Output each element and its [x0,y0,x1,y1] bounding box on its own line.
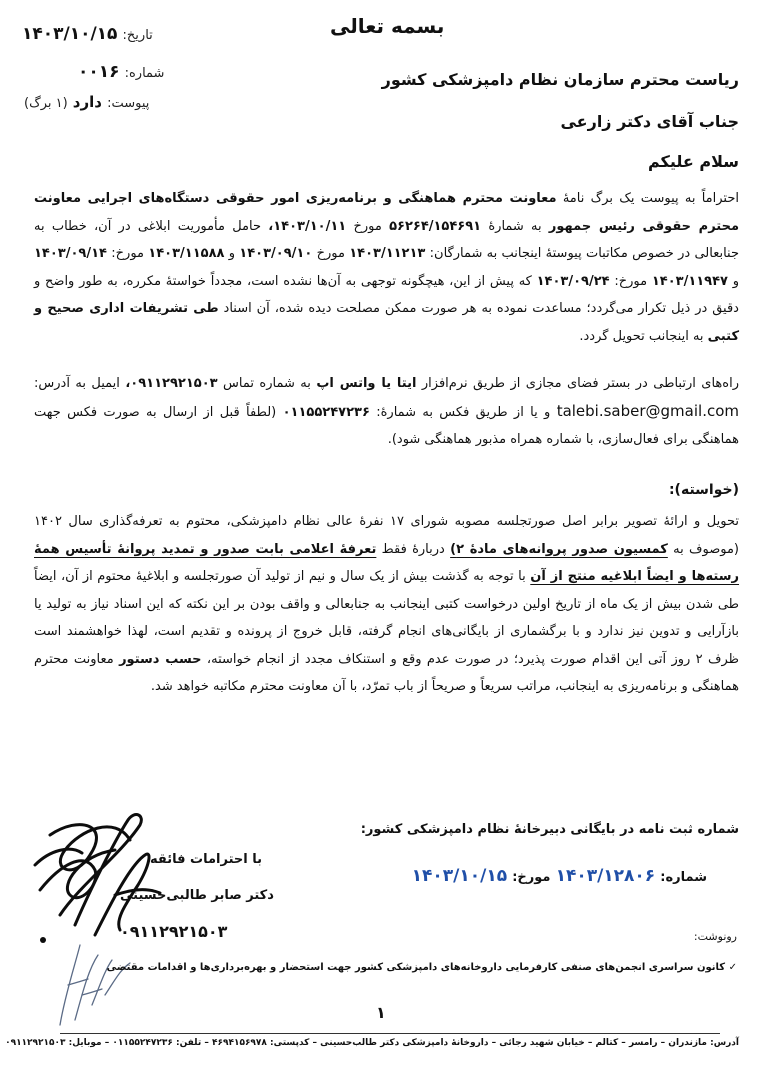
text-run: مورخ [353,218,382,234]
text-run-bold: طی تشریفات اداری صحیح و کتبی [34,301,739,344]
text-run: ایمیل به آدرس: [34,376,120,391]
registry-number-line [412,866,707,886]
text-run: (لطفاً قبل از ارسال به صورت فکس جهت هماهنگی برای فعال‌سازی، با شماره همراه مذبور هماهنگی شود). [34,404,739,447]
registry-title: شماره ثبت نامه در بایگانی دبیرخانهٔ نظام دامپزشکی کشور: [360,822,739,837]
letter-date: ۱۴۰۳/۱۰/۱۱، [268,218,347,234]
text-run: و [732,273,740,289]
email-address: talebi.saber@gmail.com [556,401,740,420]
text-run: با توجه به گذشت بیش از یک سال و نیم از تولید آن صورتجلسه و ابلاغیهٔ محتوم از آن، ایضاً طی شدن بیش از یک ماه از تاریخ اولین درخواست کتبی اینجانب به جنابعالی و واقف بودن بر این نکته که این اسناد نیاز به تولید یا بازآرایی و تدوین نیز ندارد و با برگشماری از بایگانی‌های انجام گرفته، قابل خروج از پرونده و تقدیم است، لهذا خواهشمند است ظرف ۲ روز آتی این اقدام صورت پذیرد؛ در صورت عدم وقع و استنکاف مجدد از انجام خواسته، [34,569,739,667]
greeting: سلام علیکم [647,152,739,171]
paragraph-intro [34,185,739,350]
text-run: مورخ [316,246,345,261]
date-line [22,24,153,44]
mobile-number: ۰۹۱۱۲۹۲۱۵۰۳، [125,376,218,391]
ref-date: ۱۴۰۳/۰۹/۱۰ [239,246,313,261]
attachment-value: دارد [72,93,102,111]
text-run: حامل مأموریت ابلاغی در آن، خطاب به جنابعالی در خصوص مکاتبات پیوستهٔ اینجانب به شمارگان: [34,218,740,261]
paragraph-contact [34,370,739,454]
attachment-label: پیوست: [107,96,150,111]
page-number: ۱ [376,1003,386,1022]
letter-heading: بسمه تعالی [330,14,445,38]
request-title: (خواسته): [668,482,739,498]
number-label: شماره: [124,66,165,81]
text-run: معاونت محترم هماهنگی و برنامه‌ریزی به اینجانب، مراتب سریعاً و صریحاً از باب تمرّد، با آن معاونت محترم مکاتبه خواهد شد. [34,651,739,694]
text-run: به اینجانب تحویل گردد. [579,328,704,344]
text-run-bold: کمسیون صدور پروانه‌های مادهٔ ۲) [450,541,668,557]
text-run: دربارهٔ فقط [381,541,445,557]
signer-name: دکتر صابر طالبی‌حسینی [120,888,274,903]
text-run-bold: معاونت محترم هماهنگی و برنامه‌ریزی امور حقوقی دستگاه‌های اجرایی معاونت محترم حقوقی رئیس جمهور [34,191,740,234]
registry-date-value: ۱۴۰۳/۱۰/۱۵ [411,866,508,886]
paragraph-request [34,508,739,701]
signer-phone: ۰۹۱۱۲۹۲۱۵۰۳ [120,922,228,941]
ref-date: ۱۴۰۳/۰۹/۲۴ [536,273,610,289]
date-value: ۱۴۰۳/۱۰/۱۵ [22,24,118,44]
closing-phrase: با احترامات فائقه [150,852,262,867]
attachment-line [24,92,149,111]
text-run: راه‌های ارتباطی در بستر فضای مجازی از طریق نرم‌افزار [421,376,739,391]
cc-item [107,962,737,973]
app-names: ایتا یا واتس اپ [316,376,417,391]
letter-number: ۵۶۲۶۴/۱۵۴۶۹۱ [389,218,482,234]
addressee-title: ریاست محترم سازمان نظام دامپزشکی کشور [381,70,739,89]
checkmark-icon: ✓ [728,962,737,973]
number-value: ۰۰۱۶ [78,62,120,82]
footer-address: آدرس: مازندران – رامسر – کتالم – خیابان شهید رجائی – داروخانهٔ دامپزشکی دکتر طالب‌حسینی – کدپستی: ۴۶۹۴۱۵۶۹۷۸ – تلفن: ۰۱۱۵۵۲۴۷۲۳۶ – موبایل: ۰۹۱۱۲۹۲۱۵۰۳ [5,1038,739,1048]
ref-number: ۱۴۰۳/۱۱۲۱۳ [349,246,426,261]
ref-number: ۱۴۰۳/۱۱۹۴۷ [651,273,728,289]
ref-date: ۱۴۰۳/۰۹/۱۴ [34,246,107,261]
text-run: و [228,246,236,261]
attachment-count: (۱ برگ) [24,96,68,111]
text-run: مورخ: [111,246,144,261]
text-run: که پیش از این، هیچگونه توجهی به آن‌ها نشده است، مجدداً خواستهٔ مکرره، به طور واضح و دقیق در ذیل تکرار می‌گردد؛ مساعدت نموده به هر صورت ممکن مصلحت دیده شده، آن اسناد [34,273,739,316]
text-run: احتراماً به پیوست یک برگ نامهٔ [562,191,739,206]
fax-number: ۰۱۱۵۵۲۴۷۲۳۶ [282,404,370,420]
text-run: تحویل و ارائهٔ تصویر برابر اصل صورتجلسه مصوبه شورای ۱۷ نفرهٔ عالی نظام دامپزشکی، محتوم به تعرفه‌گذاری سال ۱۴۰۲ (موصوف به [34,514,739,557]
text-run-bold: حسب دستور [119,651,202,667]
text-run: به شمارهٔ [488,218,542,234]
registry-number-value: ۱۴۰۳/۱۲۸۰۶ [555,866,656,886]
text-run: مورخ: [614,273,648,289]
footer-divider [60,1033,720,1034]
cc-label: رونوشت: [693,930,737,943]
registry-number-label: شماره: [660,870,707,885]
number-line [78,62,164,82]
text-run-bold: تعرفهٔ اعلامی بابت صدور و تمدید پروانهٔ تأسیس همهٔ رسته‌ها و ایضاً ابلاغیه منتج از آن [34,541,740,584]
registry-date-label: مورخ: [512,870,551,885]
date-label: تاریخ: [122,28,153,43]
addressee-name: جناب آقای دکتر زارعی [560,112,739,131]
handwritten-signature [20,795,190,1035]
text-run: به شماره تماس [223,376,311,391]
ref-number: ۱۴۰۳/۱۱۵۸۸ [148,246,225,261]
cc-item-text: کانون سراسری انجمن‌های صنفی کارفرمایی داروخانه‌های دامپزشکی کشور جهت استحضار و بهره‌برداری‌ها و اقدامات مقتضی [106,962,726,973]
text-run: و یا از طریق فکس به شمارهٔ: [376,404,551,420]
